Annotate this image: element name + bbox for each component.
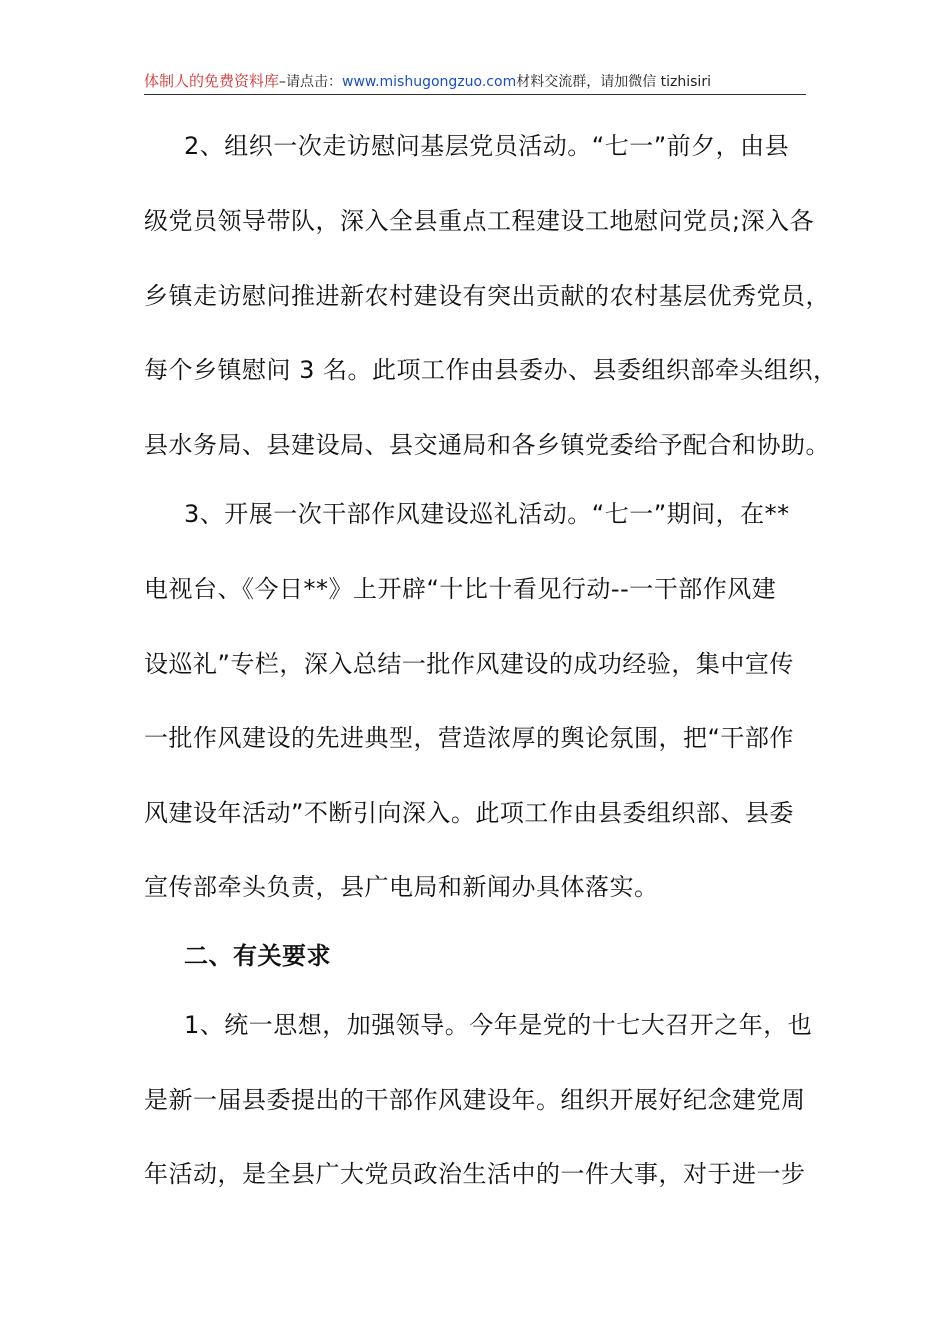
- paragraph-line: 1、统一思想，加强领导。今年是党的十七大召开之年，也: [184, 1011, 813, 1039]
- paragraph-line: 县水务局、县建设局、县交通局和各乡镇党委给予配合和协助。: [144, 431, 830, 459]
- paragraph-line: 2、组织一次走访慰问基层党员活动。“七一”前夕，由县: [184, 132, 790, 160]
- page-header: [144, 70, 806, 95]
- header-link[interactable]: www.mishugongzuo.com: [342, 74, 517, 90]
- header-prompt: –请点击：: [279, 74, 343, 90]
- paragraph-line: 3、开展一次干部作风建设巡礼活动。“七一”期间，在**: [184, 500, 790, 528]
- paragraph-line: 电视台、《今日**》上开辟“十比十看见行动--一干部作风建: [144, 575, 777, 603]
- paragraph-line: 一批作风建设的先进典型，营造浓厚的舆论氛围，把“干部作: [144, 724, 794, 752]
- paragraph-line: 每个乡镇慰问 3 名。此项工作由县委办、县委组织部牵头组织，: [144, 356, 838, 384]
- paragraph-line: 设巡礼”专栏，深入总结一批作风建设的成功经验，集中宣传: [144, 650, 794, 678]
- paragraph-line: 风建设年活动”不断引向深入。此项工作由县委组织部、县委: [144, 799, 794, 827]
- paragraph-line: 是新一届县委提出的干部作风建设年。组织开展好纪念建党周: [144, 1086, 806, 1114]
- paragraph-line: 宣传部牵头负责，县广电局和新闻办具体落实。: [144, 873, 659, 901]
- header-brand: 体制人的免费资料库: [144, 72, 280, 90]
- paragraph-line: 乡镇走访慰问推进新农村建设有突出贡献的农村基层优秀党员，: [144, 282, 830, 310]
- paragraph-line: 年活动，是全县广大党员政治生活中的一件大事，对于进一步: [144, 1160, 806, 1188]
- paragraph-line: 级党员领导带队，深入全县重点工程建设工地慰问党员;深入各: [144, 207, 815, 235]
- section-heading: 二、有关要求: [184, 942, 331, 970]
- header-tail: 材料交流群，请加微信 tizhisiri: [516, 74, 711, 90]
